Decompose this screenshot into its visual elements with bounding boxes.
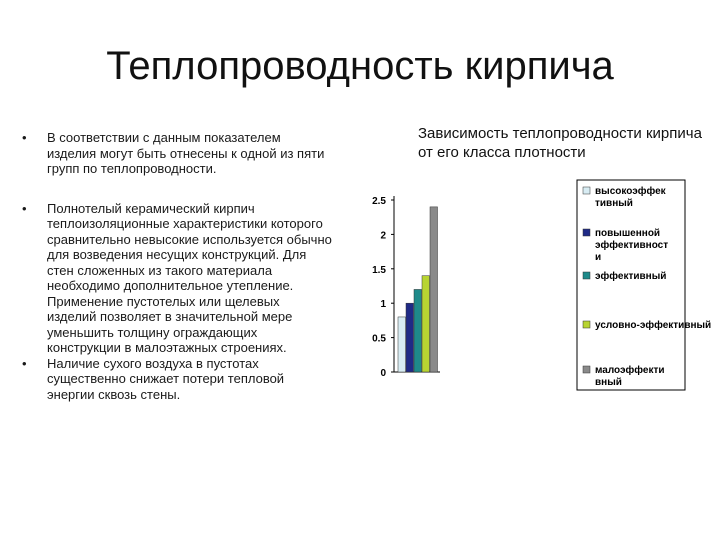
legend-label: тивный — [595, 198, 633, 209]
bullet-item: • В соответствии с данным показателем изделия могут быть отнесены к одной из пяти групп по теплопроводности. — [22, 130, 332, 177]
y-tick-label: 2 — [380, 230, 386, 242]
bar — [398, 317, 406, 372]
bar — [414, 289, 422, 372]
legend-label: эффективный — [595, 271, 667, 282]
legend-label: повышенной — [595, 228, 661, 239]
y-tick-label: 0.5 — [372, 333, 386, 345]
legend-label: вный — [595, 377, 622, 388]
legend-label: и — [595, 252, 602, 263]
legend-swatch — [583, 187, 590, 194]
legend-swatch — [583, 229, 590, 236]
legend-label: эффективност — [595, 240, 669, 251]
bullet-item: • Наличие сухого воздуха в пустотах существенно снижает потери тепловой энергии сквозь стены. — [22, 356, 332, 403]
legend-swatch — [583, 272, 590, 279]
legend-box — [577, 180, 685, 390]
bar — [406, 303, 414, 372]
bar — [422, 276, 430, 372]
chart-title: Зависимость теплопроводности кирпича от его класса плотности — [418, 125, 702, 161]
legend-label: условно-эффективный — [595, 320, 712, 331]
y-tick-label: 0 — [380, 368, 386, 379]
legend-swatch — [583, 366, 590, 373]
legend-swatch — [583, 321, 590, 328]
slide-title: Теплопроводность кирпича — [106, 44, 614, 88]
bullet-item: • Полнотелый керамический кирпич теплоизоляционные характеристики которого сравнительно невысокие используется обычно для возведения несущих конструкций. Для стен сложенных из такого материала необходимо дополнительное утепление. Применение пустотелых или щелевых изделий позволяет в значительной мере уменьшить толщину ограждающих конструкции в малоэтажных строениях. — [22, 201, 332, 356]
y-tick-label: 2.5 — [372, 196, 386, 207]
legend-label: высокоэффек — [595, 186, 666, 197]
y-tick-label: 1.5 — [372, 264, 386, 276]
legend-label: малоэффекти — [595, 365, 665, 376]
y-tick-label: 1 — [380, 299, 386, 311]
bar — [430, 207, 438, 372]
